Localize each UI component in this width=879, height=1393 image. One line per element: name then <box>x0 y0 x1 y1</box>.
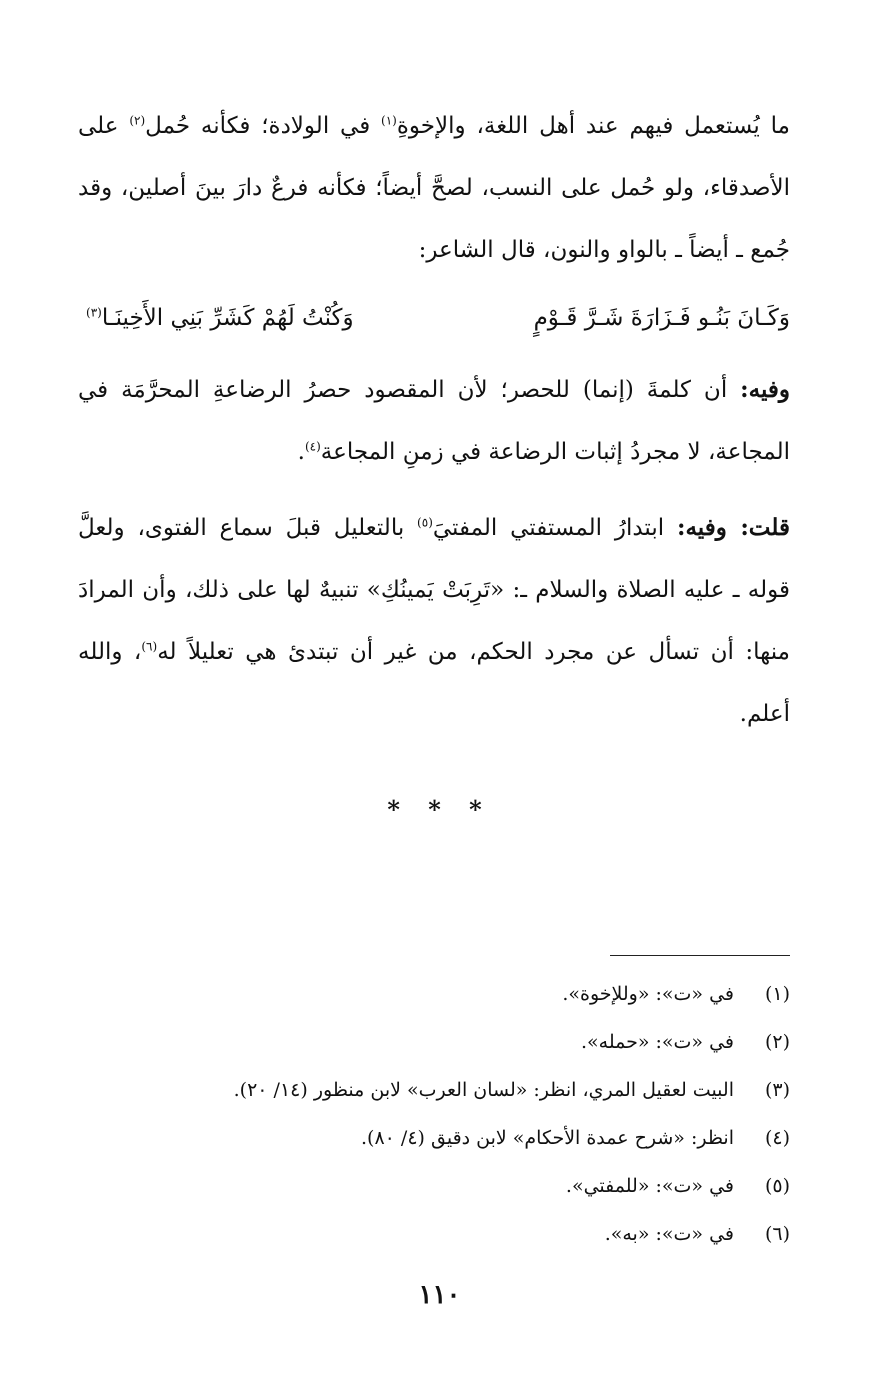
footnote-text: في «ت»: «وللإخوة». <box>562 983 734 1005</box>
footnote-2 <box>78 1018 790 1066</box>
poem-verse <box>78 287 790 349</box>
footnote-ref-2[interactable]: (٢) <box>129 113 146 128</box>
footnote-text: في «ت»: «للمفتي». <box>565 1175 734 1197</box>
paragraph-2-text: أن كلمةَ (إنما) للحصر؛ لأن المقصود حصرُ الرضاعةِ المحرَّمَة في المجاعة، لا مجردُ إثبات الرضاعة في زمنِ المجاعة <box>78 377 790 465</box>
footnote-3 <box>78 1066 790 1114</box>
footnote-text: في «ت»: «به». <box>604 1223 734 1245</box>
footnotes <box>78 970 790 1258</box>
footnote-number: (٥) <box>764 1175 790 1197</box>
paragraph-2-end: . <box>297 439 305 465</box>
paragraph-3-lead: قلت: وفيه: <box>676 514 791 541</box>
footnote-number: (٤) <box>764 1127 790 1149</box>
footnote-ref-6[interactable]: (٦) <box>141 639 158 654</box>
footnote-ref-1[interactable]: (١) <box>381 113 397 128</box>
page-number: ١١٠ <box>418 1280 461 1310</box>
footnote-number: (١) <box>764 983 790 1005</box>
paragraph-1 <box>78 95 790 281</box>
footnote-number: (٦) <box>764 1223 790 1245</box>
footnote-ref-4[interactable]: (٤) <box>304 439 321 454</box>
footnote-5 <box>78 1162 790 1210</box>
paragraph-gap <box>78 483 790 497</box>
footnote-text: انظر: «شرح عمدة الأحكام» لابن دقيق (٤/ ٨٠). <box>360 1127 734 1149</box>
footnote-number: (٢) <box>764 1031 790 1053</box>
paragraph-2-lead: وفيه: <box>740 376 790 403</box>
paragraph-3-text-b: بالتعليل قبلَ سماع الفتوى، ولعلَّ قوله ـ عليه الصلاة والسلام ـ: «تَرِبَتْ يَمينُكِ» تنبيهٌ لها على ذلك، وأن المرادَ منها: أن تسأل عن مجرد الحكم، من غير أن تبتدئ هي تعليلاً له <box>78 515 790 665</box>
footnote-1 <box>78 970 790 1018</box>
page-body <box>78 95 790 745</box>
footnote-number: (٣) <box>764 1079 790 1101</box>
paragraph-1-text-a: ما يُستعمل فيهم عند أهل اللغة، والإخوةِ <box>396 113 790 139</box>
paragraph-3 <box>78 497 790 745</box>
poem-hemistich-2-wrap <box>86 287 354 349</box>
footnote-ref-5[interactable]: (٥) <box>417 515 433 530</box>
paragraph-3-text-c: ، والله أعلم. <box>78 639 790 727</box>
footnote-6 <box>78 1210 790 1258</box>
poem-hemistich-2: وَكُنْتُ لَهُمْ كَشَرِّ بَنِي الأَخِينَـا <box>101 305 354 331</box>
paragraph-1-text-c: على الأصدقاء، ولو حُمل على النسب، لصحَّ أيضاً؛ فكأنه فرعٌ دارَ بينَ أصلين، وقد جُمع ـ أيضاً ـ بالواو والنون، قال الشاعر: <box>78 113 790 263</box>
paragraph-2 <box>78 359 790 483</box>
paragraph-1-text-b: في الولادة؛ فكأنه حُمل <box>145 113 382 139</box>
section-separator: * * * <box>387 795 492 824</box>
footnote-4 <box>78 1114 790 1162</box>
footnote-text: البيت لعقيل المري، انظر: «لسان العرب» لابن منظور (١٤/ ٢٠). <box>233 1079 734 1101</box>
footnote-rule <box>610 955 790 956</box>
paragraph-3-text-a: ابتدارُ المستفتي المفتيَ <box>432 515 677 541</box>
footnote-text: في «ت»: «حمله». <box>580 1031 734 1053</box>
poem-hemistich-1: وَكَـانَ بَنُـو فَـزَارَةَ شَـرَّ قَـوْمٍ <box>533 305 790 331</box>
footnote-ref-3[interactable]: (٣) <box>86 305 102 320</box>
